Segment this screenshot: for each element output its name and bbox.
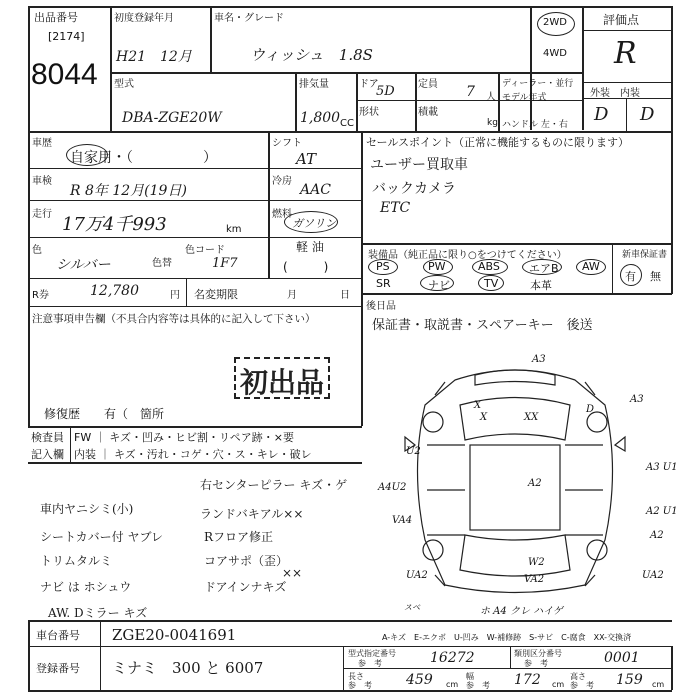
- width-ref: 参 考: [466, 681, 490, 690]
- load-label: 積載: [418, 107, 438, 118]
- diag-label-ua2-right: UA2: [642, 570, 664, 581]
- note-right-1: 右センターピラー キズ・ゲ: [200, 478, 348, 492]
- name-change-month: 月: [287, 290, 297, 301]
- note-2: シートカバー付 ヤブレ: [40, 530, 163, 544]
- diag-label-x2: X: [480, 412, 488, 423]
- chassis-value: ZGE20-0041691: [112, 626, 237, 644]
- model-value: DBA-ZGE20W: [122, 110, 222, 126]
- equip-navi: ナビ: [428, 279, 450, 292]
- warranty-no: 無: [650, 270, 661, 283]
- lot-code: [2174]: [48, 30, 85, 43]
- note-right-2: ランドバキアル××: [200, 507, 304, 521]
- model-year-label: モデル年式: [502, 93, 547, 103]
- first-reg-label: 初度登録年月: [114, 13, 174, 24]
- diag-label-va2: VA2: [524, 574, 545, 585]
- sales-item-2: バックカメラ: [372, 181, 456, 197]
- equip-aw: AW: [582, 260, 600, 273]
- capacity-value: 7: [466, 84, 475, 100]
- mileage-unit: km: [226, 224, 242, 235]
- warranty-yes: 有: [625, 270, 636, 283]
- warranty-label: 新車保証書: [622, 250, 668, 260]
- name-label: 車名・グレード: [214, 13, 284, 24]
- shift-value: AT: [296, 150, 317, 168]
- note-right-5: ドアインナキズ: [204, 580, 287, 594]
- lot-number: 8044: [31, 58, 98, 91]
- equip-tv: TV: [484, 277, 499, 290]
- model-label: 型式: [114, 79, 134, 90]
- ac-label: 冷房: [272, 176, 292, 187]
- fuel-value: ガソリン: [292, 217, 336, 230]
- inspector-label-2: 記入欄: [31, 448, 64, 461]
- doors-label: ドア: [359, 79, 379, 90]
- name-value: ウィッシュ 1.8S: [250, 46, 373, 64]
- diag-label-va4: VA4: [392, 515, 413, 526]
- capacity-unit: 人: [486, 92, 496, 103]
- diag-label-a2u1: A2 U1: [646, 506, 678, 517]
- equip-sr: SR: [376, 277, 391, 290]
- color-code-label: 色コード: [185, 245, 225, 256]
- legend: A-キズ E-エクボ U-凹み W-補修跡 S-サビ C-腐食 XX-交換済: [382, 633, 632, 642]
- shape-label: 形状: [359, 107, 379, 118]
- handle-label: ハンドル 左・右: [502, 120, 568, 130]
- ac-value: AAC: [300, 182, 331, 198]
- diag-label-a2-rside: A2: [650, 530, 664, 541]
- load-unit: kg: [487, 118, 498, 128]
- ext-int-label: 外装 内装: [590, 88, 640, 99]
- height-ref: 参 考: [570, 681, 594, 690]
- doors-value: 5D: [376, 84, 395, 99]
- equip-leather: 本革: [530, 279, 552, 292]
- note-right-3: Rフロア修正: [204, 530, 274, 544]
- diag-label-a3u1: A3 U1: [646, 462, 678, 473]
- score-value: R: [614, 36, 637, 71]
- class-no-label: 類別区分番号: [514, 649, 562, 658]
- lot-label: 出品番号: [34, 11, 78, 24]
- length-label: 長さ: [348, 672, 364, 681]
- notes-label: 注意事項申告欄（不具合内容等は具体的に記入して下さい）: [32, 313, 316, 325]
- repair-label: 修復歴 有（ 箇所: [44, 407, 165, 421]
- diag-label-w2: W2: [528, 557, 545, 568]
- drive-4wd: 4WD: [543, 48, 567, 59]
- drive-2wd: 2WD: [543, 17, 567, 28]
- attachments-label: 後日品: [366, 301, 396, 312]
- equip-pw: PW: [428, 260, 446, 273]
- equip-abs: ABS: [478, 260, 500, 273]
- height-unit: cm: [652, 680, 665, 689]
- inspection-label: 車検: [32, 176, 52, 187]
- fuel-label: 燃料: [272, 209, 292, 220]
- diag-label-a4u2: A4U2: [378, 482, 407, 493]
- recycle-label: R券: [32, 290, 49, 301]
- type-no-label: 型式指定番号: [348, 649, 396, 658]
- shift-label: シフト: [272, 138, 302, 149]
- score-label: 評価点: [603, 13, 640, 27]
- displacement-unit: CC: [340, 118, 354, 129]
- diag-label-rear: ホ A4 クレ ハイゲ: [480, 606, 563, 617]
- mileage-label: 走行: [32, 209, 52, 220]
- name-change-label: 名変期限: [194, 288, 238, 301]
- diag-label-a3-right: A3: [630, 394, 644, 405]
- fuel-alt: 軽 油: [296, 240, 324, 254]
- diag-label-xx: XX: [524, 412, 539, 423]
- color-swap-label: 色替: [152, 258, 172, 269]
- note-3: トリムタルミ: [40, 554, 113, 568]
- reg-value: ミナミ 300 と 6007: [112, 659, 264, 677]
- first-reg-value: H21 12月: [116, 49, 192, 65]
- diag-label-ua2-left: UA2: [406, 570, 428, 581]
- diag-label-x1: X: [474, 400, 482, 411]
- diag-label-u2: U2: [406, 446, 421, 457]
- equip-airbag: エアB: [529, 262, 559, 275]
- recycle-unit: 円: [170, 290, 180, 301]
- diag-label-a3-top: A3: [532, 354, 546, 365]
- inspection-value: R 8年 12月(19日): [70, 183, 187, 199]
- note-1: 車内ヤニシミ(小): [40, 502, 134, 516]
- class-no-value: 0001: [604, 650, 640, 666]
- class-no-ref: 参 考: [524, 659, 548, 668]
- history-label: 車歴: [32, 138, 52, 149]
- diag-label-a2-roof: A2: [528, 478, 542, 489]
- sales-item-1: ユーザー買取車: [370, 157, 468, 173]
- diag-label-sube: スベ: [404, 603, 420, 612]
- name-change-day: 日: [340, 290, 350, 301]
- inspector-row-2: 内装 ｜ キズ・汚れ・コゲ・穴・ス・キレ・破レ: [74, 448, 312, 461]
- reg-label: 登録番号: [36, 662, 80, 675]
- sales-item-3: ETC: [380, 200, 411, 216]
- color-code-value: 1F7: [212, 256, 238, 271]
- recycle-value: 12,780: [90, 283, 139, 299]
- displacement-label: 排気量: [299, 79, 329, 90]
- ext-value: D: [594, 104, 609, 125]
- height-label: 高さ: [570, 672, 586, 681]
- height-value: 159: [616, 672, 643, 688]
- color-value: シルバー: [56, 257, 111, 273]
- width-value: 172: [514, 672, 541, 688]
- mileage-value: 17万4千993: [62, 214, 167, 235]
- type-no-value: 16272: [430, 650, 475, 666]
- length-ref: 参 考: [348, 681, 372, 690]
- stamp-text: 初出品: [240, 366, 325, 399]
- int-value: D: [640, 104, 655, 125]
- equipment-label: 装備品（純正品に限り○をつけてください）: [368, 250, 567, 261]
- diag-label-d: D: [586, 404, 595, 415]
- fuel-paren: ( ): [283, 260, 329, 274]
- inspector-mark: ××: [282, 566, 303, 580]
- length-unit: cm: [446, 680, 459, 689]
- history-value: 自家用・（ ）: [70, 150, 217, 166]
- note-5: AW. Dミラー キズ: [48, 606, 148, 620]
- inspector-row-1: FW ｜ キズ・凹み・ヒビ割・リペア跡・×要: [74, 431, 294, 444]
- dealer-label: ディーラー・並行: [502, 79, 574, 89]
- chassis-label: 車台番号: [36, 629, 80, 642]
- length-value: 459: [406, 672, 433, 688]
- displacement-value: 1,800: [300, 110, 341, 126]
- color-label: 色: [32, 245, 42, 256]
- note-4: ナビ は ホシュウ: [40, 580, 132, 594]
- attachments-value: 保証書・取説書・スペアーキー 後送: [372, 318, 593, 333]
- width-label: 幅: [466, 672, 474, 681]
- width-unit: cm: [552, 680, 565, 689]
- inspector-label-1: 検査員: [31, 431, 64, 444]
- note-right-4: コアサポ（歪）: [204, 554, 289, 568]
- sales-label: セールスポイント（正常に機能するものに限ります）: [366, 136, 630, 149]
- type-no-ref: 参 考: [358, 659, 382, 668]
- capacity-label: 定員: [418, 79, 438, 90]
- equip-ps: PS: [376, 260, 390, 273]
